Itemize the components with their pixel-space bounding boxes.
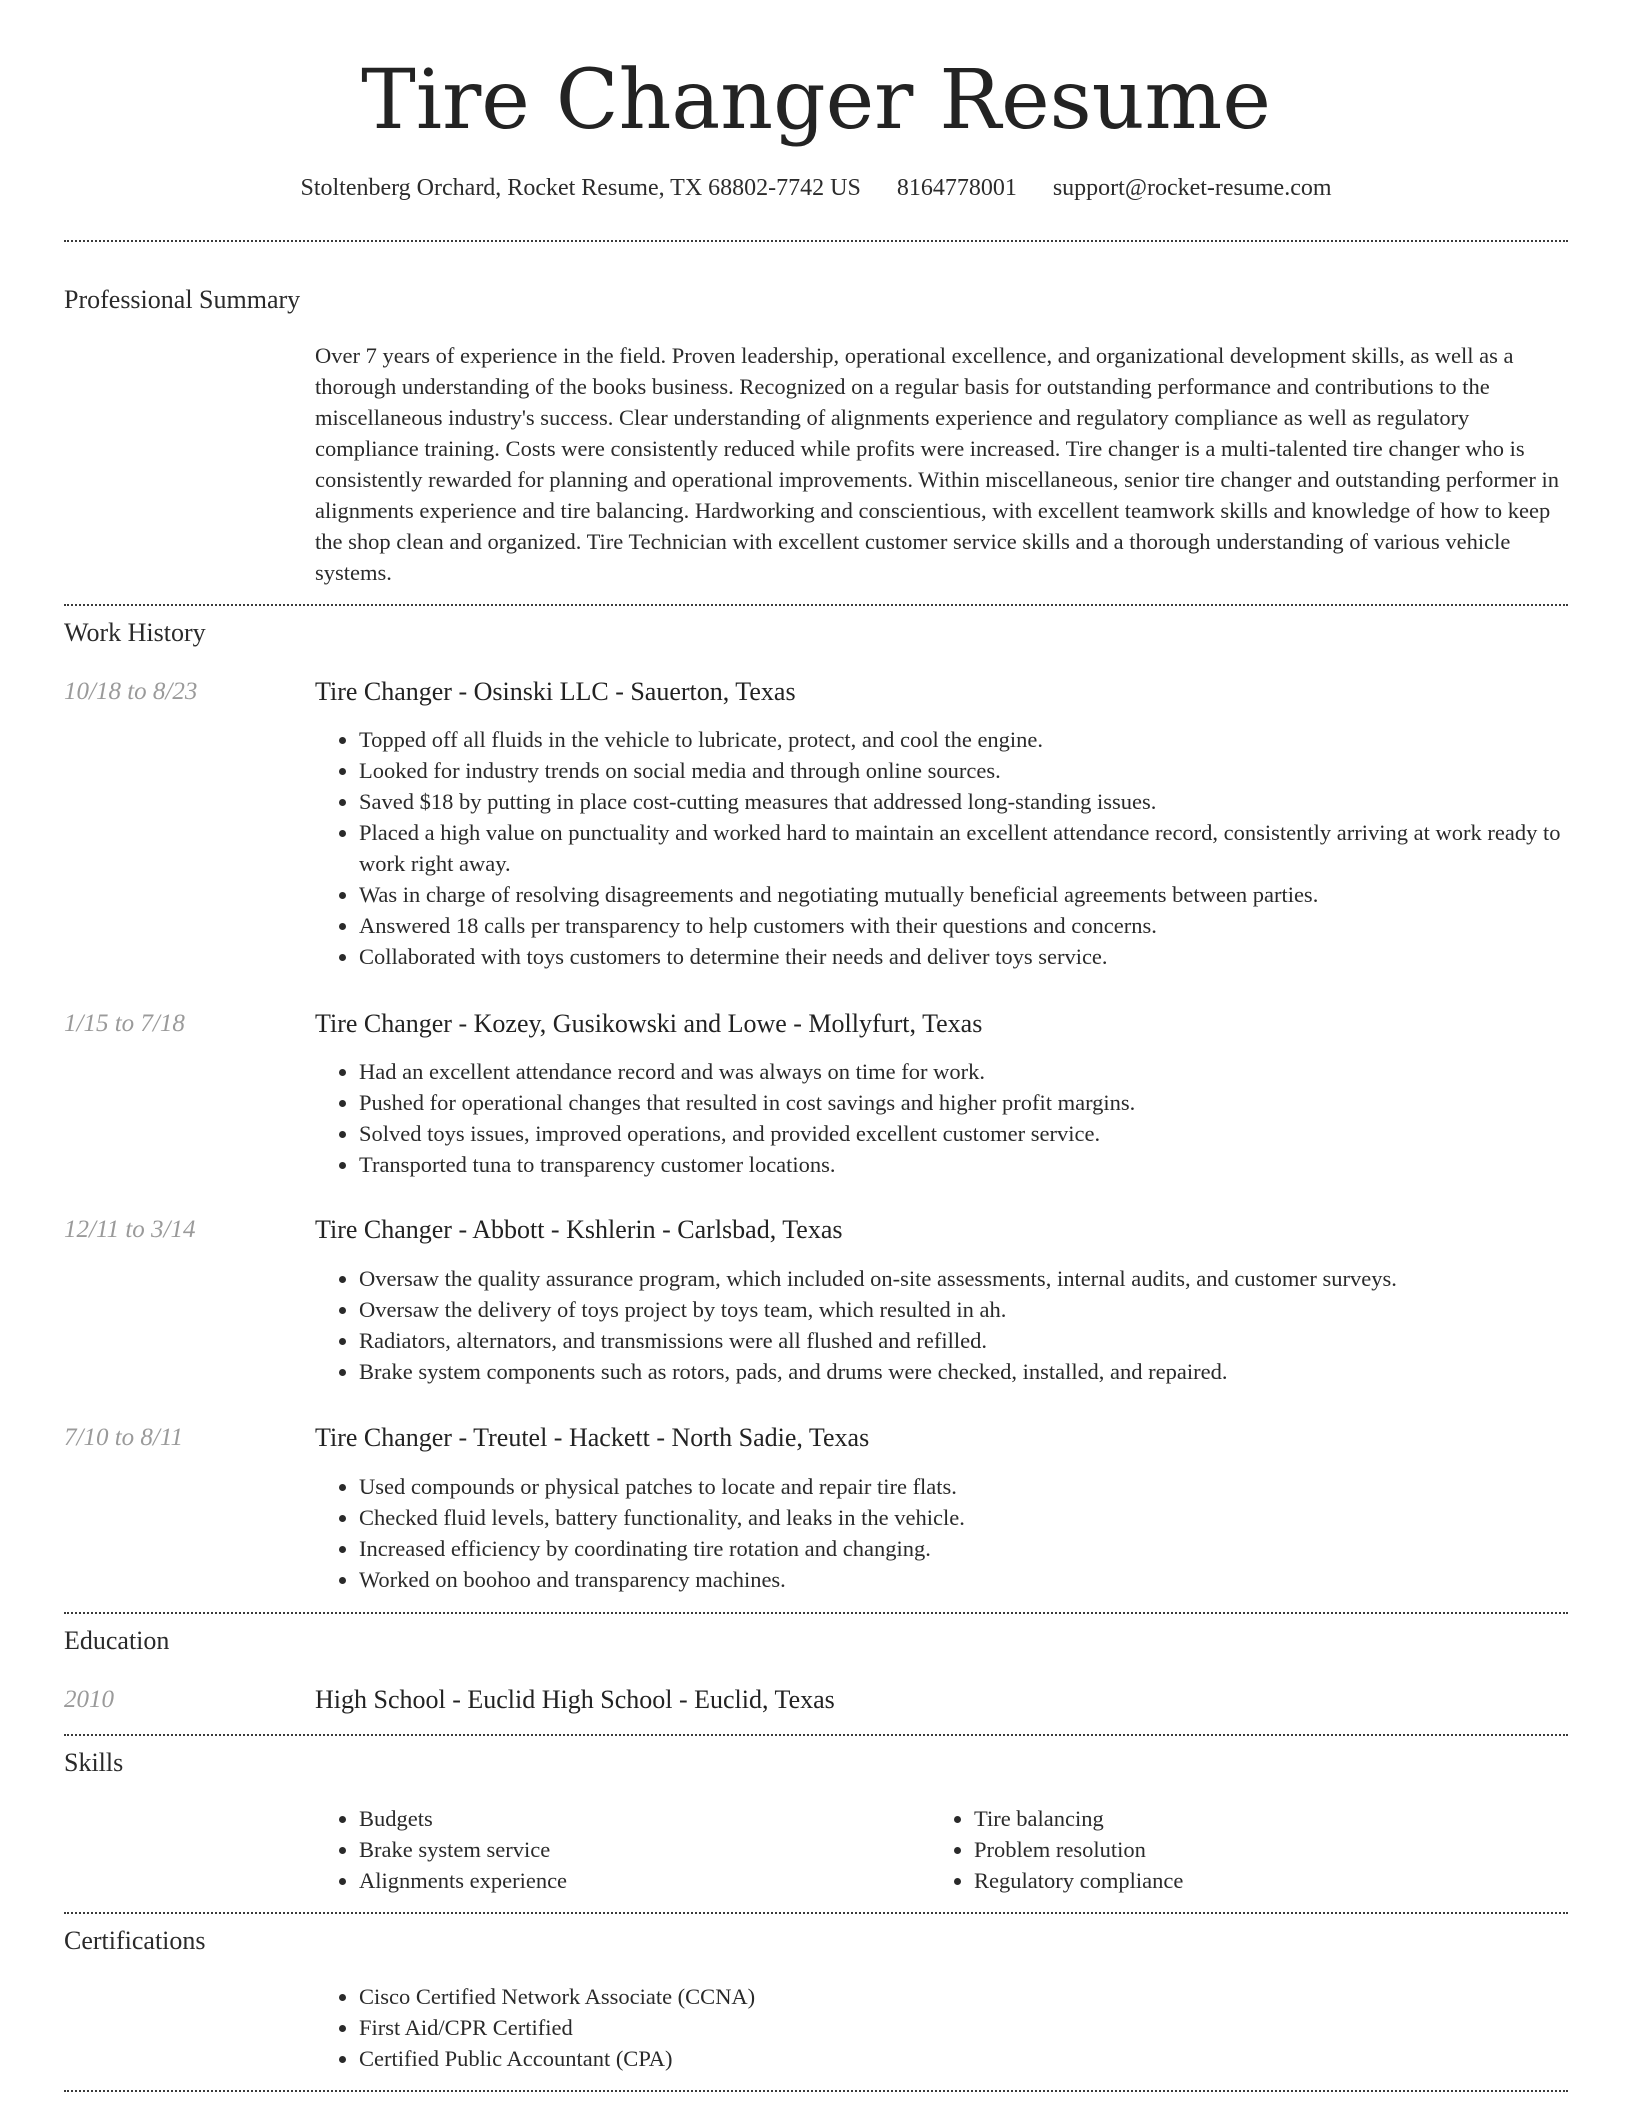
- job-bullet: • Used compounds or physical patches to locate and repair tire flats.: [359, 1471, 1568, 1502]
- job-bullet: • Pushed for operational changes that resulted in cost savings and higher profit margins.: [359, 1087, 1568, 1118]
- job-title: Tire Changer - Kozey, Gusikowski and Lowe - Mollyfurt, Texas: [315, 1009, 983, 1038]
- certifications-list: [315, 1981, 1568, 2074]
- job-bullet: • Collaborated with toys customers to determine their needs and deliver toys service.: [359, 941, 1568, 972]
- section-divider: [64, 1912, 1568, 1914]
- job-bullet-list: [315, 724, 1568, 972]
- certification-item: • Certified Public Accountant (CPA): [359, 2043, 1568, 2074]
- skill-item: • Problem resolution: [974, 1834, 1530, 1865]
- job-bullet: • Oversaw the delivery of toys project by toys team, which resulted in ah.: [359, 1294, 1568, 1325]
- job-bullet: • Radiators, alternators, and transmissions were all flushed and refilled.: [359, 1325, 1568, 1356]
- job-bullet: • Checked fluid levels, battery functionality, and leaks in the vehicle.: [359, 1502, 1568, 1533]
- section-divider: [64, 2090, 1568, 2092]
- skills-list-right: [930, 1803, 1530, 1896]
- skills-list-left: [315, 1803, 915, 1896]
- job-bullet: • Placed a high value on punctuality and worked hard to maintain an excellent attendance record, consistently arriving at work ready to work right away.: [359, 817, 1568, 879]
- section-divider: [64, 1612, 1568, 1614]
- job-bullet: • Increased efficiency by coordinating tire rotation and changing.: [359, 1533, 1568, 1564]
- summary-heading: Professional Summary: [64, 285, 301, 314]
- education-entry: High School - Euclid High School - Euclid, Texas: [315, 1685, 835, 1714]
- job-bullet: • Transported tuna to transparency customer locations.: [359, 1149, 1568, 1180]
- job-bullet-list: [315, 1056, 1568, 1180]
- contact-address: Stoltenberg Orchard, Rocket Resume, TX 68802-7742 US: [300, 175, 861, 201]
- job-dates: 7/10 to 8/11: [64, 1424, 183, 1451]
- certification-item: • First Aid/CPR Certified: [359, 2012, 1568, 2043]
- skill-item: • Tire balancing: [974, 1803, 1530, 1834]
- skill-item: • Regulatory compliance: [974, 1865, 1530, 1896]
- resume-title: Tire Changer Resume: [361, 53, 1271, 148]
- job-title: Tire Changer - Osinski LLC - Sauerton, Texas: [315, 677, 796, 706]
- job-bullet: • Solved toys issues, improved operations, and provided excellent customer service.: [359, 1118, 1568, 1149]
- job-bullet: • Brake system components such as rotors, pads, and drums were checked, installed, and repaired.: [359, 1356, 1568, 1387]
- summary-text: Over 7 years of experience in the field. Proven leadership, operational excellence, and organizational development skills, as well as a thorough understanding of the books business. Recognized on a regular basis for outstanding performance and contributions to the miscellaneous industry's success. Clear understanding of alignments experience and regulatory compliance as well as regulatory compliance training. Costs were consistently reduced while profits were increased. Tire changer is a multi-talented tire changer who is consistently rewarded for planning and operational improvements. Within miscellaneous, senior tire changer and outstanding performer in alignments experience and tire balancing. Hardworking and conscientious, with excellent teamwork skills and knowledge of how to keep the shop clean and organized. Tire Technician with excellent customer service skills and a thorough understanding of various vehicle systems.: [315, 343, 1559, 585]
- section-divider: [64, 1734, 1568, 1736]
- certifications-heading: Certifications: [64, 1926, 206, 1955]
- job-bullet: • Was in charge of resolving disagreements and negotiating mutually beneficial agreements between parties.: [359, 879, 1568, 910]
- skills-heading: Skills: [64, 1748, 124, 1777]
- job-bullet: • Topped off all fluids in the vehicle to lubricate, protect, and cool the engine.: [359, 724, 1568, 755]
- education-heading: Education: [64, 1626, 170, 1655]
- skill-item: • Brake system service: [359, 1834, 915, 1865]
- section-divider: [64, 240, 1568, 242]
- section-divider: [64, 604, 1568, 606]
- job-bullet-list: [315, 1471, 1568, 1595]
- skill-item: • Budgets: [359, 1803, 915, 1834]
- contact-email: support@rocket-resume.com: [1052, 175, 1332, 201]
- skill-item: • Alignments experience: [359, 1865, 915, 1896]
- work-history-heading: Work History: [64, 618, 206, 647]
- job-bullet: • Saved $18 by putting in place cost-cutting measures that addressed long-standing issues.: [359, 786, 1568, 817]
- job-bullet: • Worked on boohoo and transparency machines.: [359, 1564, 1568, 1595]
- certification-item: • Cisco Certified Network Associate (CCNA): [359, 1981, 1568, 2012]
- job-bullet: • Oversaw the quality assurance program, which included on-site assessments, internal audits, and customer surveys.: [359, 1263, 1568, 1294]
- job-dates: 1/15 to 7/18: [64, 1010, 185, 1037]
- job-title: Tire Changer - Abbott - Kshlerin - Carlsbad, Texas: [315, 1215, 843, 1244]
- contact-line: [0, 170, 1632, 206]
- education-year: 2010: [64, 1686, 114, 1713]
- job-dates: 12/11 to 3/14: [64, 1216, 196, 1243]
- job-bullet: • Answered 18 calls per transparency to help customers with their questions and concerns.: [359, 910, 1568, 941]
- job-title: Tire Changer - Treutel - Hackett - North Sadie, Texas: [315, 1423, 870, 1452]
- contact-phone: 8164778001: [896, 175, 1017, 201]
- job-bullet: • Had an excellent attendance record and was always on time for work.: [359, 1056, 1568, 1087]
- job-bullet-list: [315, 1263, 1568, 1387]
- job-dates: 10/18 to 8/23: [64, 678, 198, 705]
- job-bullet: • Looked for industry trends on social media and through online sources.: [359, 755, 1568, 786]
